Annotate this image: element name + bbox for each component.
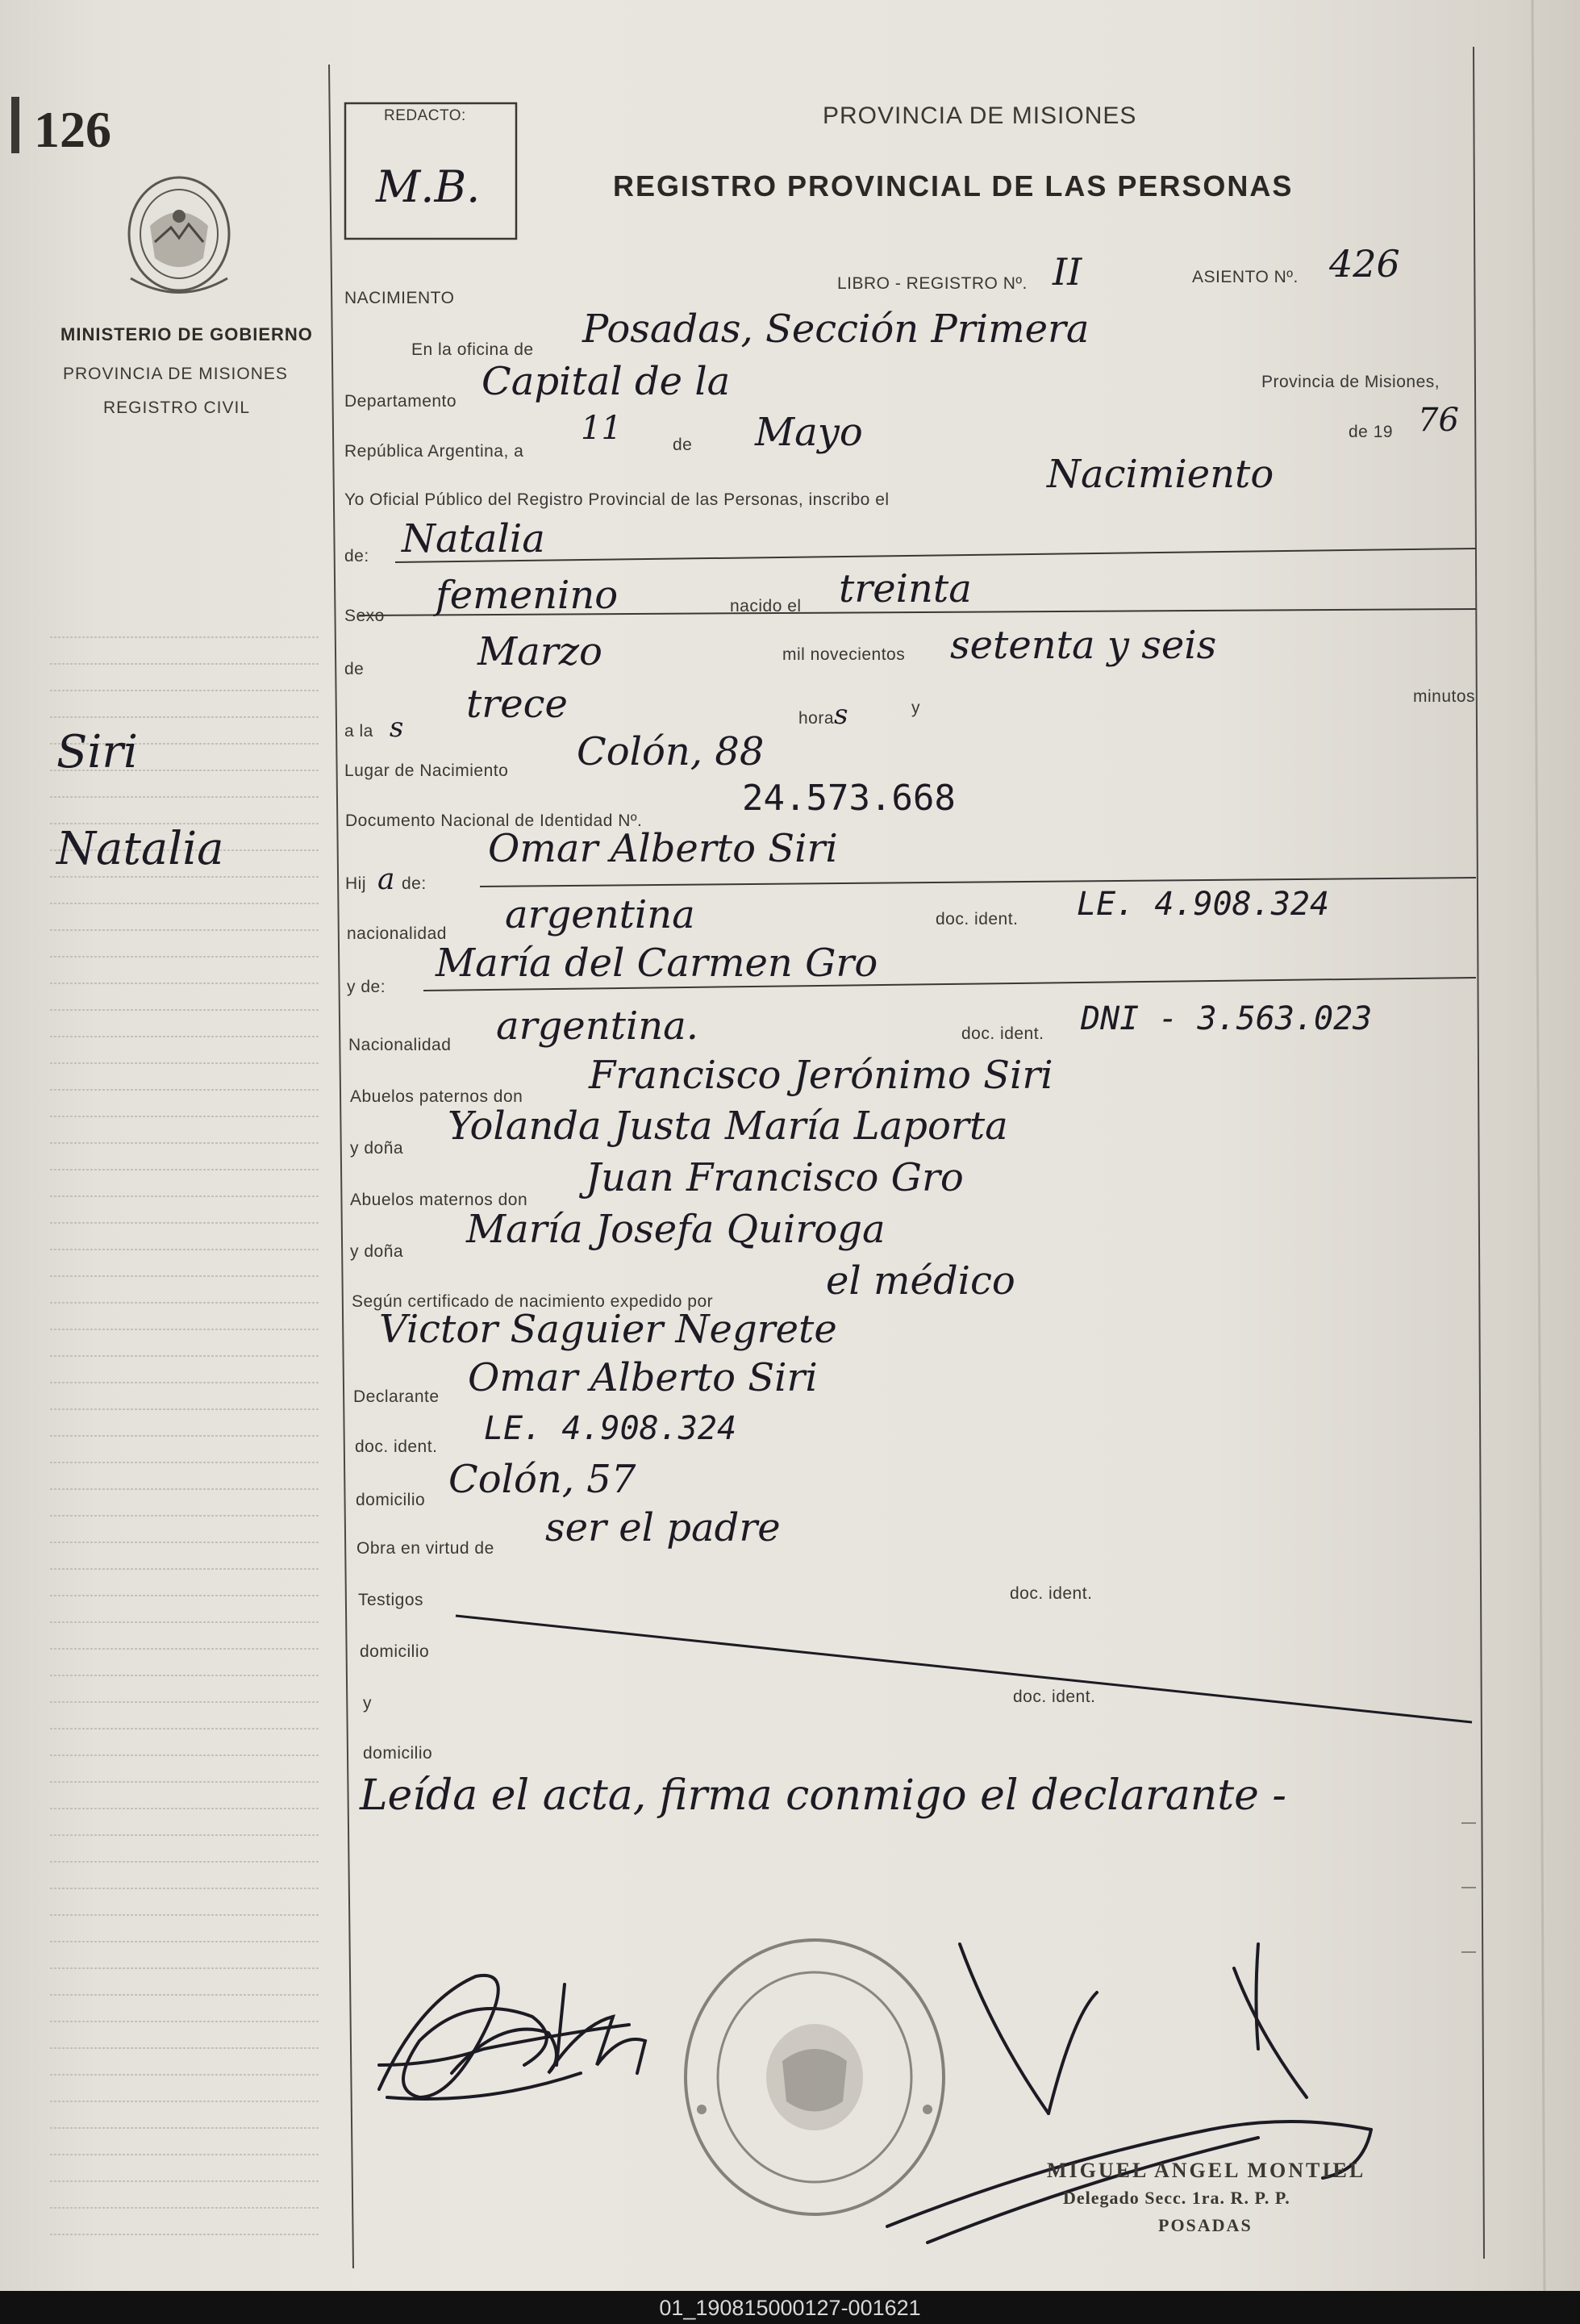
mil-label: mil novecientos xyxy=(782,645,906,664)
oficial-label: Yo Oficial Público del Registro Provincial de las Personas, inscribo el xyxy=(344,490,890,509)
closing-statement: Leída el acta, firma conmigo el declarante - xyxy=(360,1771,1287,1820)
nacionalidad2-label: Nacionalidad xyxy=(348,1036,452,1054)
abuela-materna-label: y doña xyxy=(350,1242,404,1261)
year2-value: setenta y seis xyxy=(950,623,1217,668)
obra-label: Obra en virtud de xyxy=(356,1539,494,1558)
right-margin-marks xyxy=(1461,1823,1476,1952)
oficina-label: En la oficina de xyxy=(411,340,534,359)
oficial-value: Nacimiento xyxy=(1047,452,1274,497)
nacionalidad2-value: argentina. xyxy=(496,1003,699,1049)
departamento-label: Departamento xyxy=(344,392,457,411)
civil-registry-label: REGISTRO CIVIL xyxy=(103,398,251,417)
record-type-label: NACIMIENTO xyxy=(344,289,455,307)
doc1-value: LE. 4.908.324 xyxy=(1077,886,1330,923)
month2-de-label: de xyxy=(344,660,365,678)
doc2-value: DNI - 3.563.023 xyxy=(1081,1000,1373,1037)
hij-label: Hij a de: xyxy=(345,863,427,896)
libro-value: II xyxy=(1053,250,1082,294)
abuela-paterna-value: Yolanda Justa María Laporta xyxy=(448,1104,1008,1149)
minutos-label: minutos xyxy=(1413,687,1476,706)
asiento-label: ASIENTO Nº. xyxy=(1192,268,1299,286)
official-role: Delegado Secc. 1ra. R. P. P. xyxy=(1063,2188,1290,2208)
declarant-signature xyxy=(379,1976,645,2099)
day-value: 11 xyxy=(581,410,622,447)
testigo2-doc-label: doc. ident. xyxy=(1013,1688,1096,1706)
official-name: MIGUEL ANGEL MONTIEL xyxy=(1047,2159,1366,2182)
mother-value: María del Carmen Gro xyxy=(436,941,878,986)
coat-of-arms-icon xyxy=(129,177,229,293)
abuela-materna-value: María Josefa Quiroga xyxy=(466,1207,886,1252)
testigos-strike-line xyxy=(456,1616,1472,1722)
lugar-value: Colón, 88 xyxy=(577,729,765,774)
page-number: 126 xyxy=(34,101,111,158)
provincia-label: Provincia de Misiones, xyxy=(1261,373,1440,391)
certificado-value: el médico xyxy=(826,1258,1015,1304)
departamento-value: Capital de la xyxy=(482,359,731,404)
testigo1-doc-label: doc. ident. xyxy=(1010,1584,1093,1603)
abuela-paterna-label: y doña xyxy=(350,1139,404,1158)
page-number-bracket xyxy=(11,97,19,153)
republica-label: República Argentina, a xyxy=(344,442,524,461)
declarante-value: Omar Alberto Siri xyxy=(468,1355,818,1400)
file-id: 01_190815000127-001621 xyxy=(659,2296,921,2320)
province-label: PROVINCIA DE MISIONES xyxy=(63,365,288,383)
declarante-doc-value: LE. 4.908.324 xyxy=(484,1410,737,1447)
certificado-label: Según certificado de nacimiento expedido por xyxy=(352,1292,714,1311)
doc1-label: doc. ident. xyxy=(936,910,1019,928)
de-label: de xyxy=(673,436,693,454)
abuelos-paternos-label: Abuelos paternos don xyxy=(350,1087,523,1106)
dni-label: Documento Nacional de Identidad Nº. xyxy=(345,812,643,830)
doc2-label: doc. ident. xyxy=(961,1024,1044,1043)
hour-value: trece xyxy=(466,682,568,727)
declarante-label: Declarante xyxy=(353,1387,440,1406)
alas-label: a la s xyxy=(344,711,404,744)
ministry-label: MINISTERIO DE GOBIERNO xyxy=(60,324,313,344)
testigo1-domicilio-label: domicilio xyxy=(360,1642,430,1661)
sexo-value: femenino xyxy=(436,573,619,618)
asiento-value: 426 xyxy=(1329,242,1400,286)
page-edge xyxy=(1532,0,1545,2291)
domicilio-label: domicilio xyxy=(356,1491,426,1509)
abuelos-maternos-label: Abuelos maternos don xyxy=(350,1191,528,1209)
redacto-label: REDACTO: xyxy=(384,107,466,124)
abuelos-maternos-value: Juan Francisco Gro xyxy=(586,1155,964,1200)
testigo2-y-label: y xyxy=(363,1694,372,1713)
abuelos-paternos-value: Francisco Jerónimo Siri xyxy=(589,1053,1053,1098)
nacido-value: treinta xyxy=(839,566,972,611)
nacionalidad1-label: nacionalidad xyxy=(347,924,447,943)
lugar-label: Lugar de Nacimiento xyxy=(344,761,509,780)
name-de-label: de: xyxy=(344,547,369,565)
margin-surname: Siri xyxy=(56,726,138,778)
testigos-label: Testigos xyxy=(358,1591,424,1609)
oficina-value: Posadas, Sección Primera xyxy=(582,307,1090,352)
province-title: PROVINCIA DE MISIONES xyxy=(823,102,1137,129)
redacto-value: M.B. xyxy=(376,161,481,212)
official-round-stamp-icon xyxy=(686,1940,944,2214)
month2-value: Marzo xyxy=(477,629,602,674)
child-name-value: Natalia xyxy=(402,516,545,561)
nacido-label: nacido el xyxy=(730,597,802,615)
horas-label: horas xyxy=(798,699,848,731)
registry-title: REGISTRO PROVINCIAL DE LAS PERSONAS xyxy=(613,169,1294,202)
mother-de-label: y de: xyxy=(347,978,386,996)
sexo-label: Sexo xyxy=(344,607,385,625)
year-value: 76 xyxy=(1418,402,1459,439)
dni-value: 24.573.668 xyxy=(742,778,956,819)
margin-given-name: Natalia xyxy=(56,823,224,875)
nacionalidad1-value: argentina xyxy=(505,892,695,937)
year-label: de 19 xyxy=(1349,423,1394,441)
left-ruled-lines xyxy=(50,637,319,2234)
obra-value: ser el padre xyxy=(545,1505,781,1550)
doctor-value: Victor Saguier Negrete xyxy=(379,1307,837,1352)
testigo2-domicilio-label: domicilio xyxy=(363,1744,433,1763)
libro-label: LIBRO - REGISTRO Nº. xyxy=(837,274,1028,293)
form-right-border xyxy=(1474,47,1484,2259)
domicilio-value: Colón, 57 xyxy=(448,1457,636,1502)
father-value: Omar Alberto Siri xyxy=(488,826,838,871)
declarante-doc-label: doc. ident. xyxy=(355,1437,438,1456)
official-city: POSADAS xyxy=(1158,2215,1253,2235)
y-label: y xyxy=(911,699,920,717)
month-value: Mayo xyxy=(755,410,863,455)
